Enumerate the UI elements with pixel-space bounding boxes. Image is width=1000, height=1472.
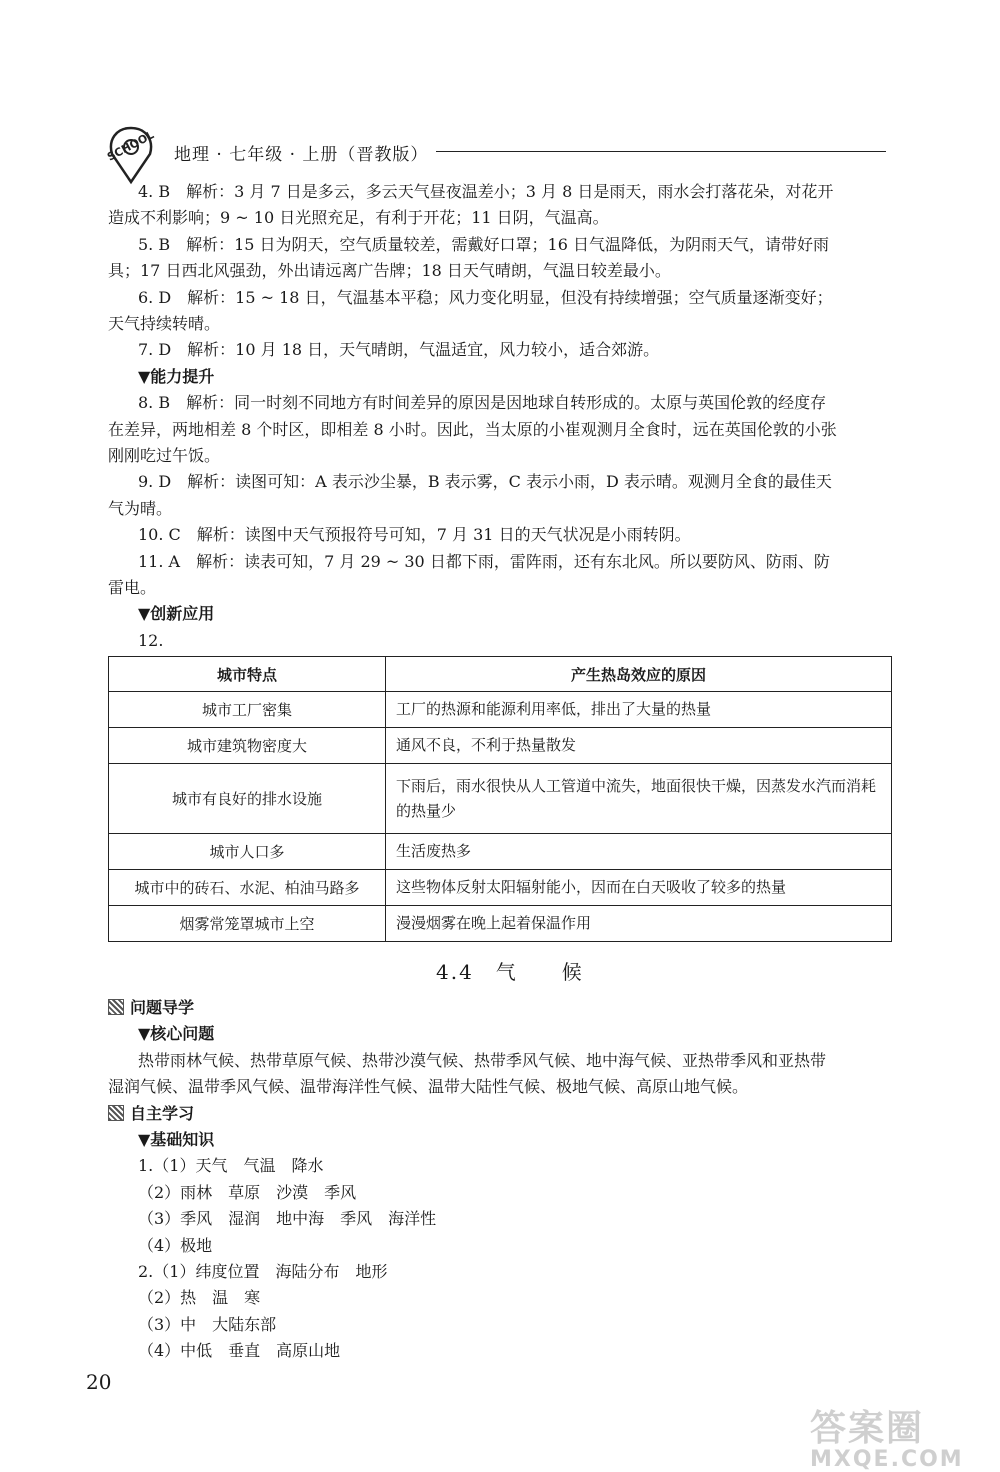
text-line-content: 气为晴。	[108, 498, 173, 518]
watermark-bottom: MXQE.COM	[810, 1447, 964, 1472]
text-line-content: （3）中 大陆东部	[138, 1314, 277, 1334]
text-line	[138, 365, 214, 389]
text-line	[138, 1207, 436, 1231]
table-row	[109, 906, 892, 942]
text-line	[108, 259, 671, 283]
text-line-content: 自主学习	[130, 1103, 195, 1123]
text-line	[138, 550, 830, 574]
text-line-content: 造成不利影响；9 ~ 10 日光照充足，有利于开花；11 日阴，气温高。	[108, 208, 609, 228]
text-line-content: 2.（1）纬度位置 海陆分布 地形	[138, 1262, 388, 1281]
page-number: 20	[86, 1370, 112, 1394]
table-cell-cause: 通风不良，不利于热量散发	[386, 728, 892, 764]
table-cell-cause: 工厂的热源和能源利用率低，排出了大量的热量	[386, 692, 892, 728]
text-line-content: 10. C 解析：读图中天气预报符号可知，7 月 31 日的天气状况是小雨转阴。	[138, 525, 691, 545]
text-line-content: 在差异，两地相差 8 个时区，即相差 8 小时。因此，当太原的小崔观测月全食时，远在英国伦敦的小张	[108, 419, 837, 439]
text-line	[138, 1260, 387, 1284]
text-line	[138, 602, 214, 626]
text-line-content: 5. B 解析：15 日为阴天，空气质量较差，需戴好口罩；16 日气温降低，为阴雨天气，请带好雨	[138, 234, 830, 254]
header-title: 地理 · 七年级 · 上册（晋教版）	[174, 145, 429, 165]
table-cell-feature: 城市有良好的排水设施	[109, 764, 386, 834]
table-cell-cause: 生活废热多	[386, 834, 892, 870]
text-line-content: 雷电。	[108, 578, 157, 597]
text-line-content: 天气持续转晴。	[108, 314, 221, 333]
section-heading	[108, 1102, 194, 1126]
text-line-content: 7. D 解析：10 月 18 日，天气晴朗，气温适宜，风力较小，适合郊游。	[138, 340, 660, 360]
text-line	[138, 1181, 356, 1205]
table-cell-feature: 城市工厂密集	[109, 692, 386, 728]
text-line-content: 11. A 解析：读表可知，7 月 29 ~ 30 日都下雨，雷阵雨，还有东北风。所以要防风、防雨、防	[138, 551, 830, 571]
text-line	[108, 1075, 748, 1099]
text-line	[138, 1154, 323, 1178]
section-heading	[108, 996, 194, 1020]
text-line	[138, 1339, 340, 1363]
text-line-content: 具；17 日西北风强劲，外出请远离广告牌；18 日天气晴朗，气温日较差最小。	[108, 261, 671, 281]
text-line	[138, 233, 829, 257]
watermark-top: 答案圈	[810, 1408, 925, 1449]
text-line-content: 问题导学	[130, 998, 195, 1017]
text-line	[138, 1128, 214, 1152]
table-row	[109, 870, 892, 906]
text-line	[138, 629, 163, 653]
table-cell-cause: 这些物体反射太阳辐射能小，因而在白天吸收了较多的热量	[386, 870, 892, 906]
text-line-content: 1.（1）天气 气温 降水	[138, 1156, 324, 1176]
table-header-row	[109, 657, 892, 692]
text-line	[108, 444, 220, 468]
section-title: 4.4 气 候	[436, 960, 584, 984]
text-line	[108, 497, 172, 521]
text-line	[138, 470, 832, 494]
section-marker-icon	[108, 1105, 124, 1121]
text-line-content: 湿润气候、温带季风气候、温带海洋性气候、温带大陆性气候、极地气候、高原山地气候。	[108, 1077, 749, 1097]
text-line-content: 9. D 解析：读图可知：A 表示沙尘暴，B 表示雾，C 表示小雨，D 表示晴。观测月全食的最佳天	[138, 472, 832, 492]
section-marker-icon	[108, 999, 124, 1015]
text-line	[138, 523, 691, 547]
watermark	[810, 1400, 990, 1472]
table-row	[109, 834, 892, 870]
logo-text: SCHOOL	[105, 128, 157, 164]
text-line	[138, 338, 659, 362]
table-cell-feature: 城市中的砖石、水泥、柏油马路多	[109, 870, 386, 906]
table-row	[109, 692, 892, 728]
table-cell-cause: 漫漫烟雾在晚上起着保温作用	[386, 906, 892, 942]
table-cell-feature: 城市建筑物密度大	[109, 728, 386, 764]
text-line	[138, 1286, 260, 1310]
text-line-content: ▼能力提升	[138, 366, 215, 386]
text-line-content: 热带雨林气候、热带草原气候、热带沙漠气候、热带季风气候、地中海气候、亚热带季风和亚热带	[138, 1050, 827, 1070]
text-line	[138, 1049, 826, 1073]
text-line-content: 6. D 解析：15 ~ 18 日，气温基本平稳；风力变化明显，但没有持续增强；空气质量逐渐变好；	[138, 287, 833, 307]
text-line	[138, 286, 833, 310]
table-header-city-feature: 城市特点	[109, 657, 386, 692]
table-header-cause: 产生热岛效应的原因	[386, 657, 892, 692]
text-line	[138, 1313, 276, 1337]
text-line-content: （4）中低 垂直 高原山地	[138, 1341, 341, 1361]
text-line-content: （2）热 温 寒	[138, 1288, 261, 1308]
text-line	[138, 1234, 212, 1258]
text-line	[138, 391, 826, 415]
table-row	[109, 764, 892, 834]
heat-island-table	[108, 656, 892, 942]
text-line-content: 8. B 解析：同一时刻不同地方有时间差异的原因是因地球自转形成的。太原与英国伦敦的经度存	[138, 393, 827, 413]
text-line	[138, 180, 833, 204]
table-cell-feature: 烟雾常笼罩城市上空	[109, 906, 386, 942]
text-line	[108, 576, 156, 600]
text-line-content: （4）极地	[138, 1235, 213, 1255]
table-row	[109, 728, 892, 764]
table-cell-feature: 城市人口多	[109, 834, 386, 870]
text-line-content: ▼核心问题	[138, 1024, 215, 1044]
text-line	[108, 206, 609, 230]
text-line-content: 12.	[138, 630, 164, 650]
text-line	[108, 312, 220, 336]
text-line-content: （3）季风 湿润 地中海 季风 海洋性	[138, 1209, 437, 1229]
text-line-content: （2）雨林 草原 沙漠 季风	[138, 1182, 357, 1202]
text-line-content: 刚刚吃过午饭。	[108, 446, 221, 465]
text-line-content: ▼创新应用	[138, 604, 215, 624]
text-line	[138, 1022, 214, 1046]
text-line	[108, 418, 837, 442]
text-line-content: 4. B 解析：3 月 7 日是多云，多云天气昼夜温差小；3 月 8 日是雨天，雨水会打落花朵，对花开	[138, 182, 834, 201]
header-rule	[436, 151, 886, 152]
table-cell-cause: 下雨后，雨水很快从人工管道中流失，地面很快干燥，因蒸发水汽而消耗的热量少	[386, 764, 892, 834]
text-line-content: ▼基础知识	[138, 1130, 215, 1149]
